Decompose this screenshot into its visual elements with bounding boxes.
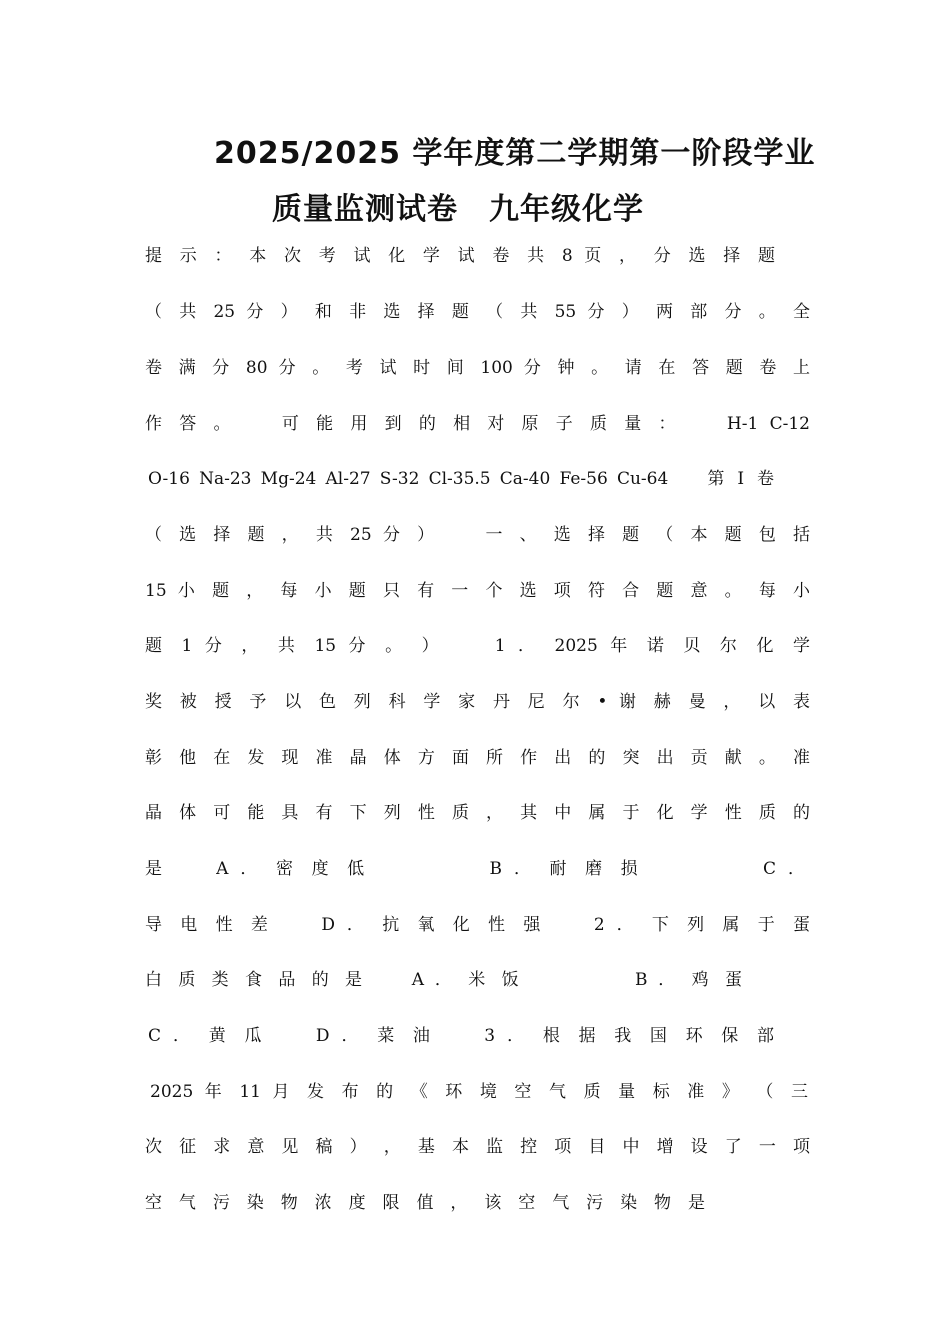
title-line-1: 2025/2025 学年度第二学期第一阶段学业 <box>214 136 816 171</box>
body-line: （ 共 25 分 ） 和 非 选 择 题 （ 共 55 分 ） 两 部 分 。 全 <box>145 302 810 322</box>
title-line-2: 质量监测试卷 九年级化学 <box>272 192 644 227</box>
body-line: 次 征 求 意 见 稿 ） ， 基 本 监 控 项 目 中 增 设 了 一 项 <box>145 1137 810 1157</box>
body-line: 空 气 污 染 物 浓 度 限 值 ， 该 空 气 污 染 物 是 <box>145 1193 705 1213</box>
body-line: 卷 满 分 80 分 。 考 试 时 间 100 分 钟 。 请 在 答 题 卷 上 <box>145 358 810 378</box>
body-line: 导 电 性 差 D ． 抗 氧 化 性 强 2 ． 下 列 属 于 蛋 <box>145 915 810 935</box>
body-line: 作 答 。 可 能 用 到 的 相 对 原 子 质 量 ： H-1 C-12 <box>145 414 810 434</box>
body-line: 白 质 类 食 品 的 是 A ． 米 饭 B ． 鸡 蛋 <box>145 970 742 990</box>
body-line: C ． 黄 瓜 D ． 菜 油 3 ． 根 据 我 国 环 保 部 <box>148 1026 774 1046</box>
body-line: （ 选 择 题 ， 共 25 分 ） 一 、 选 择 题 （ 本 题 包 括 <box>145 525 810 545</box>
body-line: 奖 被 授 予 以 色 列 科 学 家 丹 尼 尔 • 谢 赫 曼 ， 以 表 <box>145 692 810 712</box>
body-line: 15 小 题 ， 每 小 题 只 有 一 个 选 项 符 合 题 意 。 每 小 <box>145 581 810 601</box>
body-line: 题 1 分 ， 共 15 分 。 ） 1 ． 2025 年 诺 贝 尔 化 学 <box>145 636 810 656</box>
body-line: 是 A ． 密 度 低 B ． 耐 磨 损 C ． <box>145 859 805 879</box>
body-line: O-16 Na-23 Mg-24 Al-27 S-32 Cl-35.5 Ca-40 Fe-56 Cu-64 第 Ⅰ 卷 <box>148 469 774 489</box>
body-line: 2025 年 11 月 发 布 的 《 环 境 空 气 质 量 标 准 》 （ 三 <box>150 1082 808 1102</box>
body-line: 彰 他 在 发 现 准 晶 体 方 面 所 作 出 的 突 出 贡 献 。 准 <box>145 748 810 768</box>
body-line: 提 示 ： 本 次 考 试 化 学 试 卷 共 8 页 ， 分 选 择 题 <box>145 246 775 266</box>
body-line: 晶 体 可 能 具 有 下 列 性 质 ， 其 中 属 于 化 学 性 质 的 <box>145 803 810 823</box>
